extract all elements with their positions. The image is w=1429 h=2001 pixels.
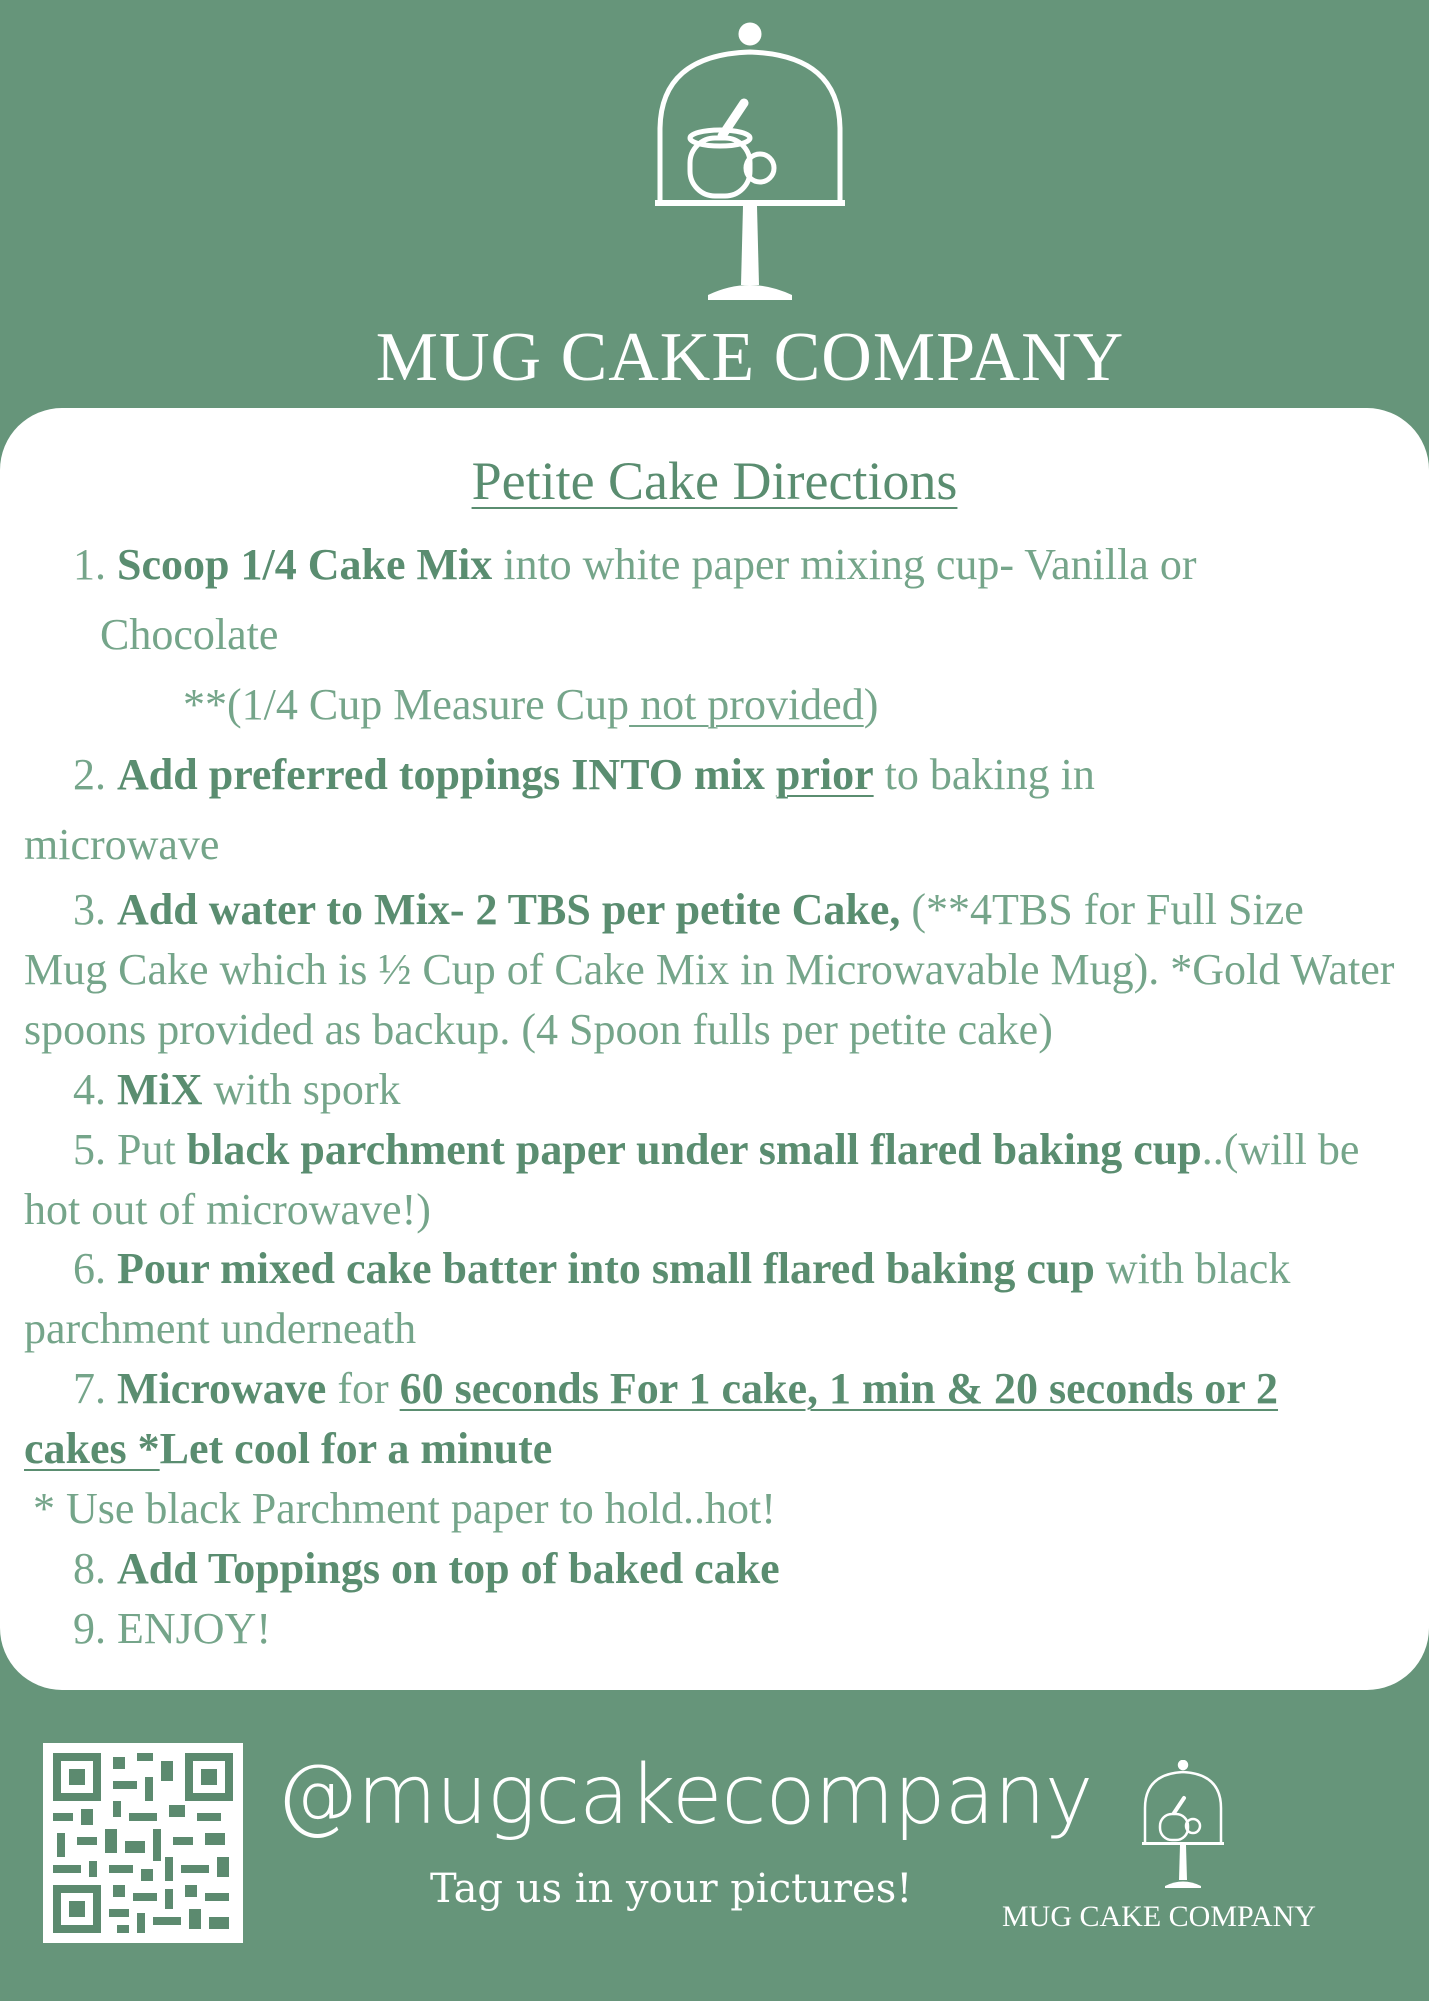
qr-code-graphic: [53, 1753, 233, 1933]
step-7-continued: cakes *Let cool for a minute: [24, 1424, 553, 1473]
header: [0, 0, 1429, 410]
step-4: 4. MiX with spork: [73, 1065, 401, 1114]
step-7: 7. Microwave for 60 seconds For 1 cake, 1 min & 20 seconds or 2: [73, 1364, 1279, 1413]
brand-title: MUG CAKE COMPANY: [375, 319, 1125, 396]
step-7-note: * Use black Parchment paper to hold..hot!: [33, 1484, 776, 1533]
directions-title: Petite Cake Directions: [471, 451, 958, 511]
step-1-note: **(1/4 Cup Measure Cup not provided): [183, 680, 879, 729]
step-2-continued: microwave: [24, 820, 220, 869]
step-5-continued: hot out of microwave!): [24, 1185, 431, 1234]
step-1: 1. Scoop 1/4 Cake Mix into white paper mixing cup- Vanilla or: [73, 540, 1197, 589]
tagline: Tag us in your pictures!: [430, 1866, 913, 1912]
qr-code-icon[interactable]: [43, 1743, 243, 1943]
step-6: 6. Pour mixed cake batter into small flared baking cup with black: [73, 1244, 1291, 1293]
step-3-line-2: Mug Cake which is ½ Cup of Cake Mix in Microwavable Mug). *Gold Water: [24, 945, 1395, 994]
step-1-continued: Chocolate: [100, 610, 279, 659]
step-6-continued: parchment underneath: [24, 1304, 417, 1353]
cake-dome-logo-icon: [1138, 1760, 1228, 1892]
footer-brand: MUG CAKE COMPANY: [1002, 1900, 1316, 1933]
step-9: 9. ENJOY!: [73, 1604, 271, 1653]
cake-dome-mug-icon: [640, 20, 860, 310]
step-3: 3. Add water to Mix- 2 TBS per petite Cake, (**4TBS for Full Size: [73, 885, 1304, 934]
step-8: 8. Add Toppings on top of baked cake: [73, 1544, 780, 1593]
step-3-line-3: spoons provided as backup. (4 Spoon fulls per petite cake): [24, 1005, 1053, 1054]
social-handle[interactable]: @mugcakecompany: [276, 1748, 1093, 1843]
step-5: 5. Put black parchment paper under small flared baking cup..(will be: [73, 1125, 1360, 1174]
step-2: 2. Add preferred toppings INTO mix prior to baking in: [73, 750, 1095, 799]
